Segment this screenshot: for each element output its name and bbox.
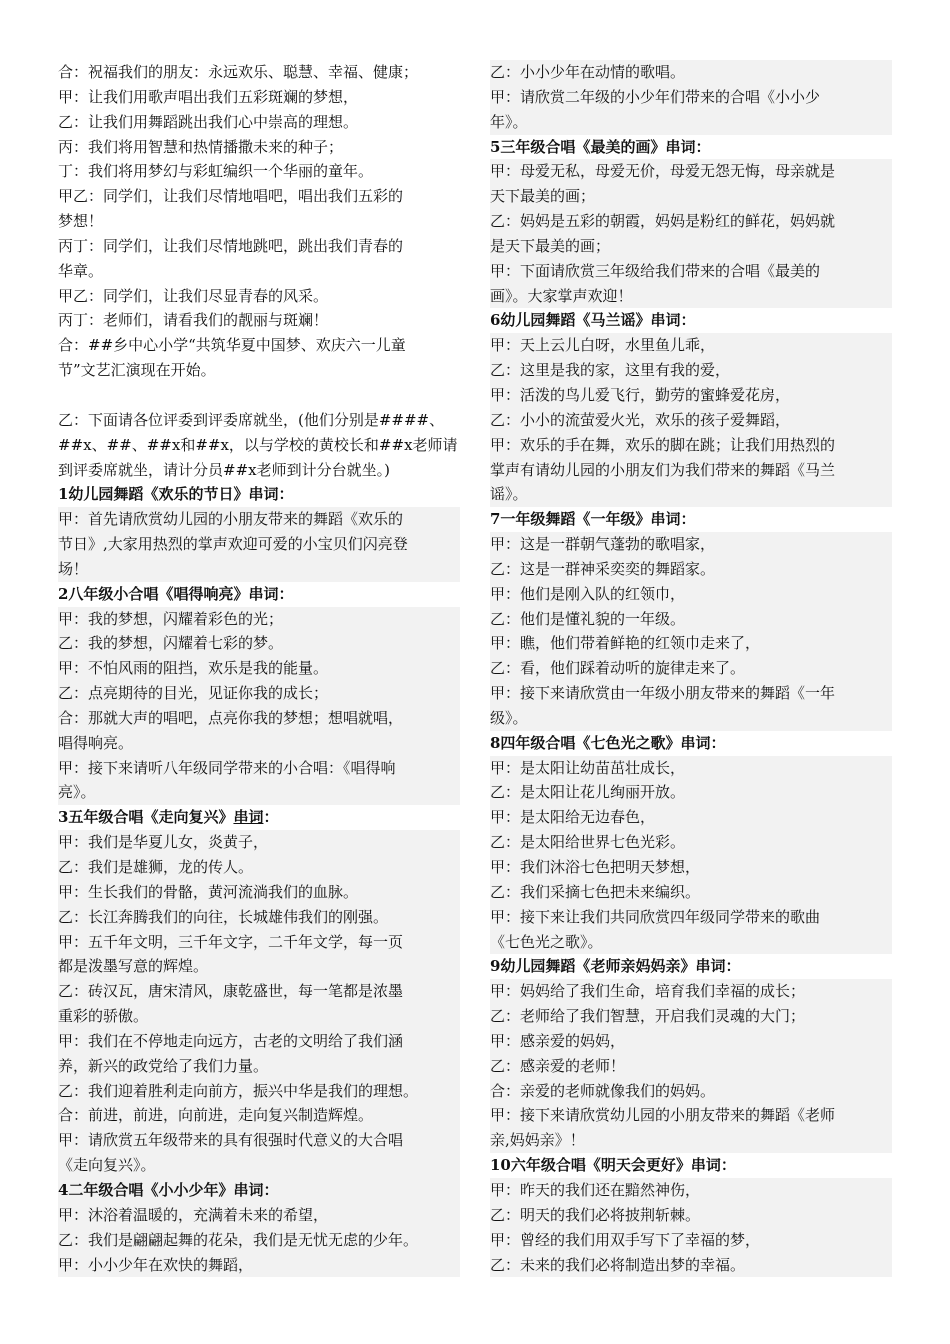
text-line: 乙：我们采摘七色把未来编织。 [490, 880, 892, 905]
text-line: 唱得响亮。 [58, 731, 460, 756]
text-line: 甲：曾经的我们用双手写下了幸福的梦， [490, 1228, 892, 1253]
text-line: 节日》,大家用热烈的掌声欢迎可爱的小宝贝们闪亮登 [58, 532, 460, 557]
text-line: 乙：老师给了我们智慧，开启我们灵魂的大门； [490, 1004, 892, 1029]
text-line: 乙：小小少年在动情的歌唱。 [490, 60, 892, 85]
text-line: 乙：未来的我们必将制造出梦的幸福。 [490, 1253, 892, 1278]
section-heading: 10六年级合唱《明天会更好》串词： [490, 1156, 736, 1175]
text-line: 乙：砖汉瓦，唐宋清风，康乾盛世，每一笔都是浓墨 [58, 979, 460, 1004]
text-line: 甲：首先请欣赏幼儿园的小朋友带来的舞蹈《欢乐的 [58, 507, 460, 532]
text-line: 合：亲爱的老师就像我们的妈妈。 [490, 1079, 892, 1104]
text-line: 甲：母爱无私，母爱无价，母爱无怨无悔，母亲就是 [490, 159, 892, 184]
text-line: 丙：我们将用智慧和热情播撒未来的种子； [58, 137, 344, 156]
text-line: 甲：接下来请欣赏幼儿园的小朋友带来的舞蹈《老师 [490, 1103, 892, 1128]
text-line: 年》。 [490, 110, 892, 135]
text-line: 甲：五千年文明，三千年文字，二千年文学，每一页 [58, 930, 460, 955]
text-line: 画》。大家掌声欢迎！ [490, 284, 892, 309]
text-line: 甲：是太阳让幼苗茁壮成长， [490, 756, 892, 781]
text-line: 养，新兴的政党给了我们力量。 [58, 1054, 460, 1079]
section-heading: 6幼儿园舞蹈《马兰谣》串词： [490, 311, 696, 330]
text-line: 甲：沐浴着温暖的，充满着未来的希望， [58, 1203, 460, 1228]
text-line: 节”文艺汇演现在开始。 [58, 361, 216, 380]
text-line: 乙：看，他们踩着动听的旋律走来了。 [490, 656, 892, 681]
text-line: 甲：小小少年在欢快的舞蹈， [58, 1253, 460, 1278]
text-line: 甲：是太阳给无边春色， [490, 805, 892, 830]
text-line: 级》。 [490, 706, 892, 731]
text-line: 甲：让我们用歌声唱出我们五彩斑斓的梦想， [58, 87, 359, 106]
section-heading: 1幼儿园舞蹈《欢乐的节日》串词： [58, 485, 294, 504]
text-line: 甲：接下来请听八年级同学带来的小合唱：《唱得响 [58, 756, 460, 781]
text-line: 到评委席就坐，请计分员##x老师到计分台就坐。) [58, 460, 390, 479]
text-line: 乙：小小的流萤爱火光，欢乐的孩子爱舞蹈， [490, 408, 892, 433]
text-line: 乙：这里是我的家，这里有我的爱， [490, 358, 892, 383]
left-column [58, 60, 460, 1277]
text-line: 甲：瞧，他们带着鲜艳的红领巾走来了， [490, 631, 892, 656]
text-line: 丙丁：同学们，让我们尽情地跳吧，跳出我们青春的 [58, 236, 404, 255]
text-line: 甲：接下来请欣赏由一年级小朋友带来的舞蹈《一年 [490, 681, 892, 706]
section-heading: 5三年级合唱《最美的画》串词： [490, 137, 711, 156]
text-line: 甲：请欣赏二年级的小少年们带来的合唱《小小少 [490, 85, 892, 110]
text-line: 甲：我的梦想，闪耀着彩色的光； [58, 607, 460, 632]
text-line: 亮》。 [58, 780, 460, 805]
text-line: 合：那就大声的唱吧，点亮你我的梦想；想唱就唱， [58, 706, 460, 731]
text-line: 甲：请欣赏五年级带来的具有很强时代意义的大合唱 [58, 1128, 460, 1153]
text-line: 甲：不怕风雨的阻挡，欢乐是我的能量。 [58, 656, 460, 681]
section-heading: 7一年级舞蹈《一年级》串词： [490, 510, 696, 529]
text-line: 《走向复兴》。 [58, 1153, 460, 1178]
text-line [58, 383, 460, 408]
text-line: 甲：我们在不停地走向远方，古老的文明给了我们涵 [58, 1029, 460, 1054]
text-line: 乙：点亮期待的目光，见证你我的成长； [58, 681, 460, 706]
text-line: 场！ [58, 557, 460, 582]
text-line: 甲乙：同学们，让我们尽情地唱吧，唱出我们五彩的 [58, 187, 404, 206]
section-heading: 4二年级合唱《小小少年》串词： [58, 1178, 460, 1203]
text-line: 天下最美的画； [490, 184, 892, 209]
text-line: 乙：长江奔腾我们的向往，长城雄伟我们的刚强。 [58, 905, 460, 930]
text-line: 甲：接下来让我们共同欣赏四年级同学带来的歌曲 [490, 905, 892, 930]
text-line: 甲：我们沐浴七色把明天梦想， [490, 855, 892, 880]
text-line: 甲：妈妈给了我们生命，培育我们幸福的成长； [490, 979, 892, 1004]
text-line: 梦想！ [58, 212, 104, 231]
text-line: 乙：我们迎着胜利走向前方，振兴中华是我们的理想。 [58, 1079, 460, 1104]
text-line: 合：##乡中心小学“共筑华夏中国梦、欢庆六一儿童 [58, 336, 406, 355]
text-line: 亲,妈妈亲》！ [490, 1128, 892, 1153]
text-line: 乙：我们是翩翩起舞的花朵，我们是无忧无虑的少年。 [58, 1228, 460, 1253]
text-line: 甲：天上云儿白呀，水里鱼儿乖， [490, 333, 892, 358]
text-line: 乙：是太阳给世界七色光彩。 [490, 830, 892, 855]
text-line: 甲：生长我们的骨骼，黄河流淌我们的血脉。 [58, 880, 460, 905]
text-line: ##x、##、##x和##x，以与学校的黄校长和##x老师请 [58, 435, 458, 454]
text-line: 丙丁：老师们，请看我们的靓丽与斑斓！ [58, 311, 329, 330]
text-line: 重彩的骄傲。 [58, 1004, 460, 1029]
text-line: 甲：活泼的鸟儿爱飞行，勤劳的蜜蜂爱花房， [490, 383, 892, 408]
text-line: 甲：下面请欣赏三年级给我们带来的合唱《最美的 [490, 259, 892, 284]
text-line: 《七色光之歌》。 [490, 930, 892, 955]
text-line: 乙：是太阳让花儿绚丽开放。 [490, 780, 892, 805]
text-line: 乙：感亲爱的老师！ [490, 1054, 892, 1079]
text-line: 乙：妈妈是五彩的朝霞，妈妈是粉红的鲜花，妈妈就 [490, 209, 892, 234]
text-line: 甲：感亲爱的妈妈， [490, 1029, 892, 1054]
text-line: 乙：让我们用舞蹈跳出我们心中崇高的理想。 [58, 112, 359, 131]
text-line: 乙：他们是懂礼貌的一年级。 [490, 607, 892, 632]
text-line: 乙：我们是雄狮，龙的传人。 [58, 855, 460, 880]
text-line: 乙：明天的我们必将披荆斩棘。 [490, 1203, 892, 1228]
text-line: 甲：我们是华夏儿女，炎黄子， [58, 830, 460, 855]
section-heading: 3五年级合唱《走向复兴》串词： [58, 808, 279, 827]
text-line: 甲：这是一群朝气蓬勃的歌唱家， [490, 532, 892, 557]
text-line: 合：前进，前进，向前进，走向复兴制造辉煌。 [58, 1103, 460, 1128]
text-line: 合：祝福我们的朋友：永远欢乐、聪慧、幸福、健康； [58, 63, 419, 81]
text-line: 都是泼墨写意的辉煌。 [58, 954, 460, 979]
section-heading: 2八年级小合唱《唱得响亮》串词： [58, 584, 294, 603]
text-line: 乙：我的梦想，闪耀着七彩的梦。 [58, 631, 460, 656]
text-line: 甲：他们是刚入队的红领巾， [490, 582, 892, 607]
section-heading: 9幼儿园舞蹈《老师亲妈妈亲》串词： [490, 957, 741, 976]
text-line: 谣》。 [490, 482, 892, 507]
text-line: 是天下最美的画； [490, 234, 892, 259]
text-line: 乙：这是一群神采奕奕的舞蹈家。 [490, 557, 892, 582]
right-column [490, 60, 892, 1277]
text-line: 甲乙：同学们，让我们尽显青春的风采。 [58, 286, 329, 305]
text-line: 甲：欢乐的手在舞，欢乐的脚在跳；让我们用热烈的 [490, 433, 892, 458]
text-line: 华章。 [58, 261, 104, 280]
text-line: 掌声有请幼儿园的小朋友们为我们带来的舞蹈《马兰 [490, 458, 892, 483]
text-line: 甲：昨天的我们还在黯然神伤， [490, 1178, 892, 1203]
section-heading: 8四年级合唱《七色光之歌》串词： [490, 733, 726, 752]
text-line: 乙：下面请各位评委到评委席就坐，(他们分别是####、 [58, 410, 445, 429]
text-line: 丁：我们将用梦幻与彩虹编织一个华丽的童年。 [58, 162, 374, 181]
